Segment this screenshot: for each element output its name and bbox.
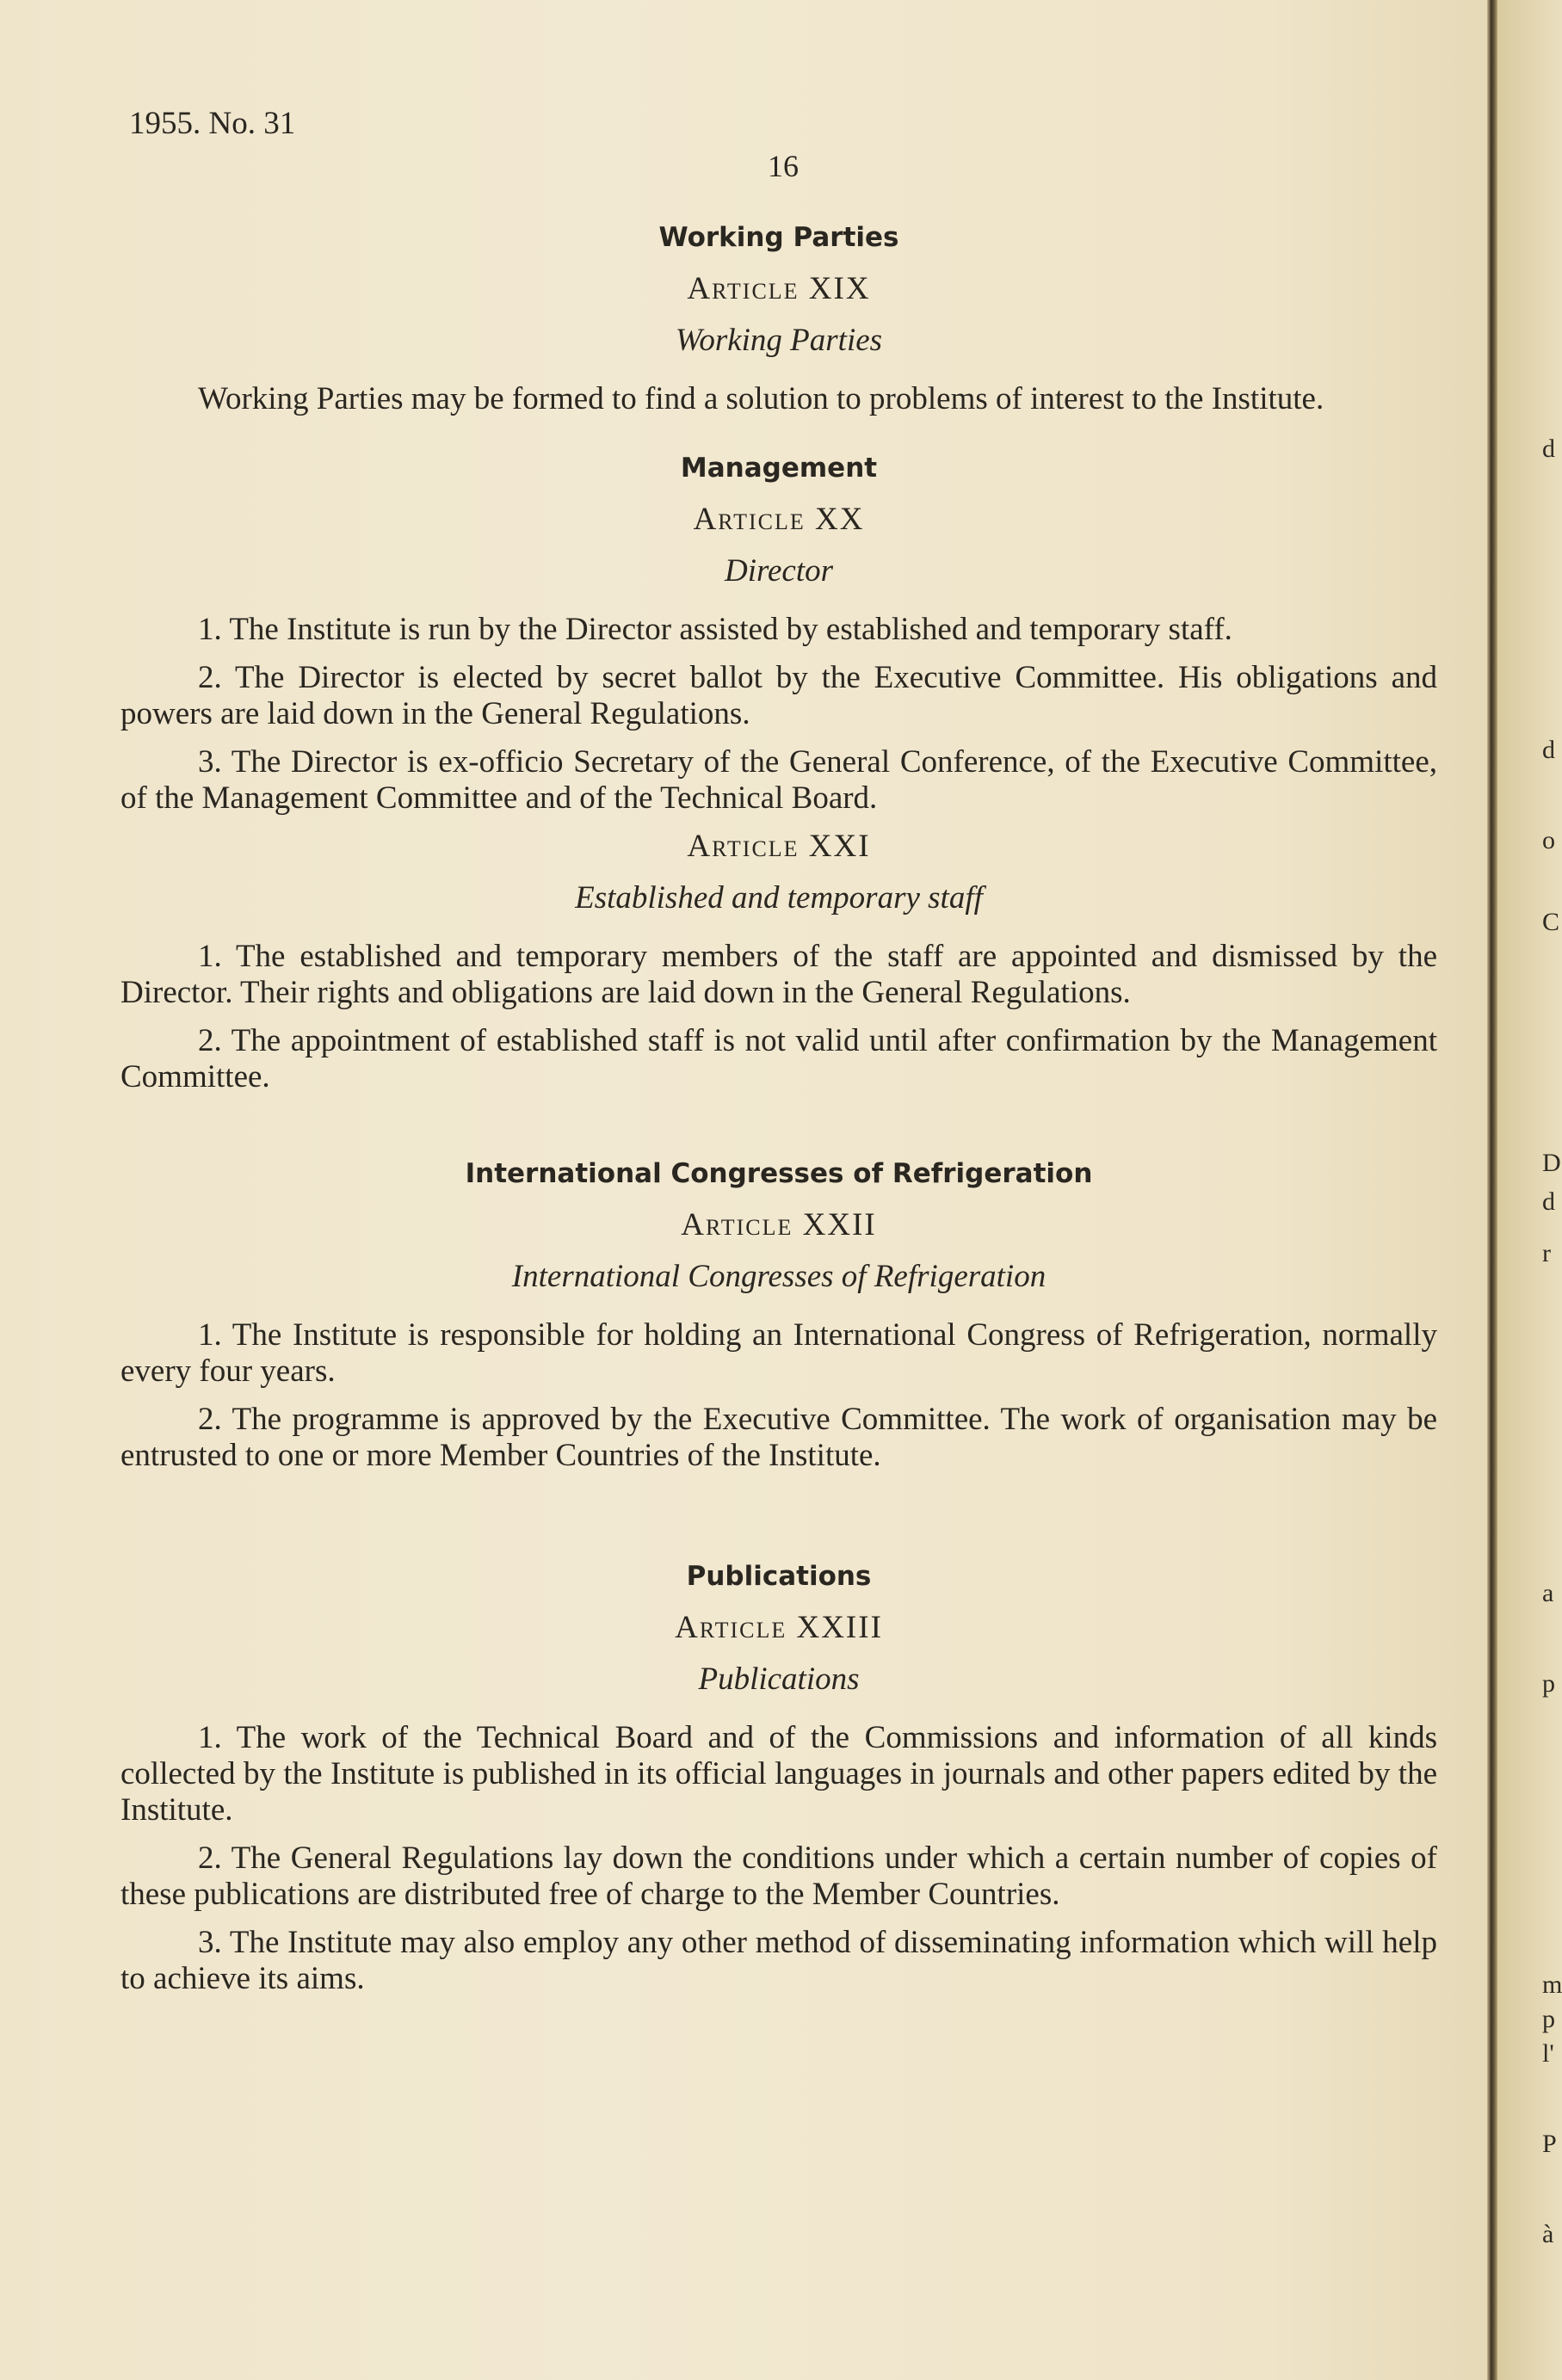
facing-fragment: d [1542,435,1555,463]
article-number-xx: Article XX [693,502,865,537]
article-number-xxi: Article XXI [687,829,871,864]
article-xxi-paragraph-1: 1. The established and temporary members of the staff are appointed and dismissed by the Director. Their rights and obligations are laid down in the General Regulations. [120,939,1437,1010]
section-heading-working-parties: Working Parties [658,222,899,253]
article-xix-paragraph: Working Parties may be formed to find a solution to problems of interest to the Institute. [198,381,1324,416]
facing-fragment: à [1542,2220,1554,2248]
article-xxiii-paragraph-1: 1. The work of the Technical Board and of the Commissions and information of all kinds collected by the Institute is published in its official languages in journals and other papers edited by the Institute. [120,1720,1437,1828]
facing-fragment: r [1542,1239,1551,1267]
article-xxi-paragraph-2: 2. The appointment of established staff is not valid until after confirmation by the Management Committee. [120,1023,1437,1094]
page-body [120,219,1437,2009]
facing-fragment: m [1542,1970,1562,1999]
article-title-xxiii: Publications [698,1662,860,1697]
document-reference: 1955. No. 31 [129,106,296,141]
article-xx-paragraph-3: 3. The Director is ex-officio Secretary of the General Conference, of the Executive Committee, of the Management Committee and of the Technical Board. [120,744,1437,816]
section-heading-publications: Publications [686,1561,872,1592]
book-gutter [1487,0,1497,2380]
article-xx-paragraph-2: 2. The Director is elected by secret ballot by the Executive Committee. His obligations and powers are laid down in the General Regulations. [120,660,1437,731]
facing-fragment: l' [1542,2039,1554,2068]
article-number-xxiii: Article XXIII [675,1610,883,1645]
facing-fragment: D [1542,1149,1561,1177]
facing-page-edge [1497,0,1562,2380]
article-xxiii-paragraph-2: 2. The General Regulations lay down the conditions under which a certain number of copies of these publications are distributed free of charge to the Member Countries. [120,1840,1437,1912]
article-number-xxii: Article XXII [681,1207,877,1242]
facing-fragment: a [1542,1579,1554,1607]
article-title-xx: Director [724,553,834,589]
section-heading-management: Management [680,453,878,484]
page-number: 16 [768,149,799,183]
article-title-xxii: International Congresses of Refrigeration [511,1259,1046,1294]
article-title-xix: Working Parties [675,323,883,358]
article-xxii-paragraph-2: 2. The programme is approved by the Executive Committee. The work of organisation may be entrusted to one or more Member Countries of the Institute. [120,1402,1437,1473]
facing-fragment: P [1542,2130,1557,2158]
article-xxii-paragraph-1: 1. The Institute is responsible for holding an International Congress of Refrigeration, normally every four years. [120,1317,1437,1389]
article-number-xix: Article XIX [687,271,871,306]
article-xxiii-paragraph-3: 3. The Institute may also employ any other method of disseminating information which will help to achieve its aims. [120,1925,1437,1996]
facing-fragment: d [1542,1187,1555,1216]
article-xx-paragraph-1: 1. The Institute is run by the Director assisted by established and temporary staff. [198,612,1232,647]
article-title-xxi: Established and temporary staff [575,880,983,916]
facing-fragment: p [1542,2005,1555,2033]
facing-fragment: o [1542,826,1555,854]
facing-fragment: d [1542,736,1555,764]
facing-fragment: C [1542,908,1560,936]
section-heading-international-congresses: International Congresses of Refrigeration [465,1158,1093,1189]
facing-fragment: p [1542,1669,1555,1698]
